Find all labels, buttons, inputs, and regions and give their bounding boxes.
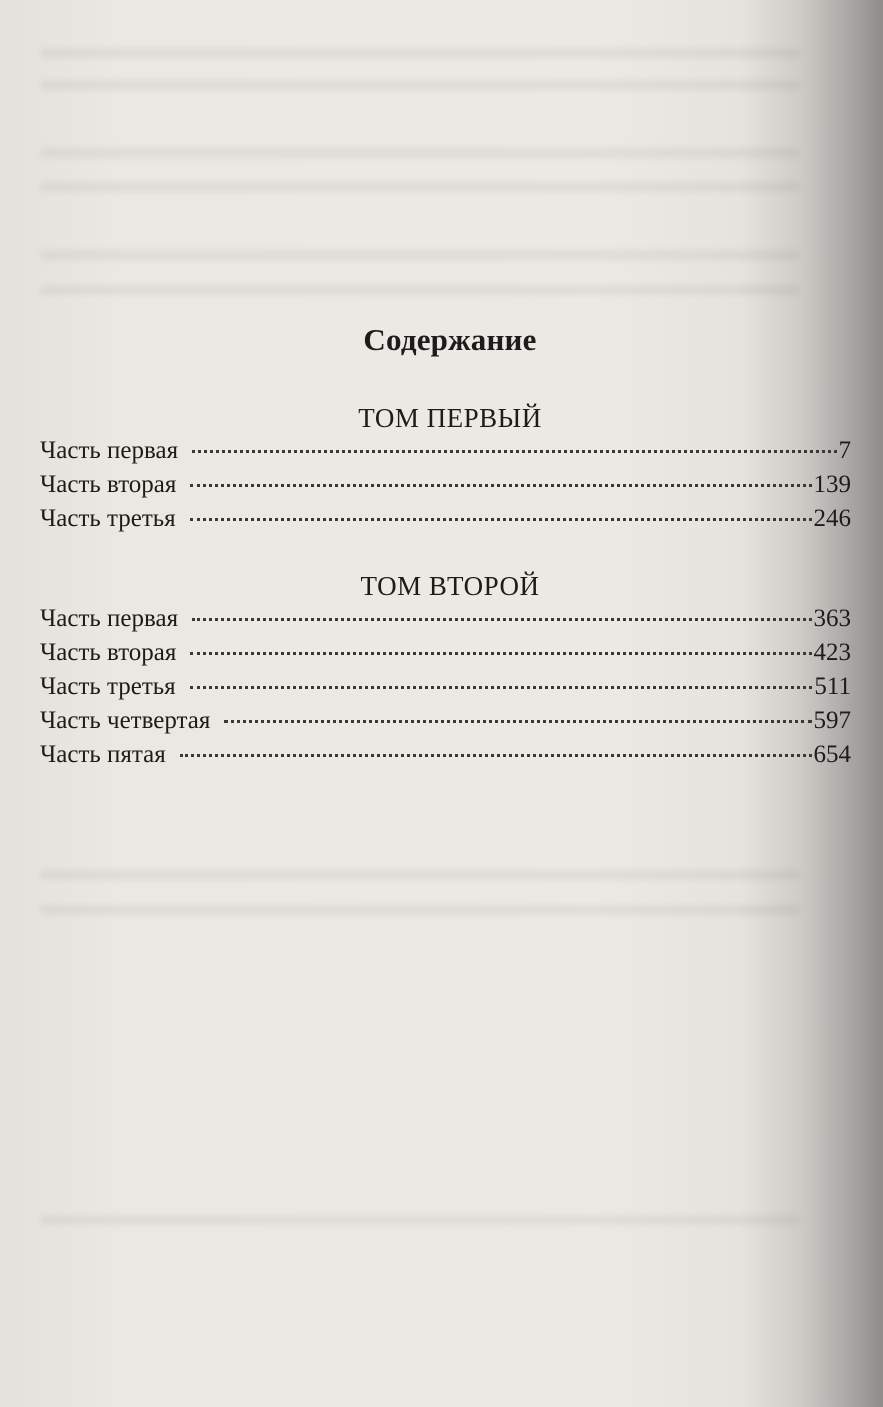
show-through-line: [40, 285, 800, 295]
toc-entry: [40, 673, 851, 707]
volume-heading-1: ТОМ ПЕРВЫЙ: [358, 403, 542, 433]
toc-entry-label: Часть пятая: [40, 741, 166, 768]
toc-entry: [40, 707, 851, 741]
toc-entry-label: Часть первая: [40, 437, 179, 464]
page-title: Содержание: [363, 322, 537, 357]
dot-leader: [190, 652, 811, 655]
dot-leader: [190, 518, 812, 521]
toc-entry-page: 246: [813, 505, 851, 532]
toc-entry-page: 511: [814, 673, 851, 700]
toc-entry: [40, 471, 851, 505]
show-through-line: [40, 250, 800, 260]
toc-entry-label: Часть вторая: [40, 639, 177, 666]
toc-list-volume-1: [40, 437, 851, 539]
dot-leader: [192, 618, 811, 621]
toc-entry-label: Часть первая: [40, 605, 179, 632]
toc-entry-page: 363: [813, 605, 851, 632]
show-through-line: [40, 80, 800, 90]
toc-entry: [40, 605, 851, 639]
toc-list-volume-2: [40, 605, 851, 775]
toc-entry: [40, 741, 851, 775]
show-through-line: [40, 148, 800, 158]
dot-leader: [190, 484, 811, 487]
toc-entry-label: Часть третья: [40, 673, 176, 700]
dot-leader: [224, 720, 811, 723]
toc-entry-page: 654: [813, 741, 851, 768]
dot-leader: [192, 450, 836, 453]
toc-entry-page: 423: [813, 639, 851, 666]
toc-entry-page: 7: [838, 437, 851, 464]
dot-leader: [190, 686, 813, 689]
toc-entry-page: 139: [813, 471, 851, 498]
show-through-line: [40, 1215, 800, 1225]
show-through-line: [40, 182, 800, 192]
toc-entry-page: 597: [813, 707, 851, 734]
toc-entry: [40, 639, 851, 673]
toc-entry-label: Часть вторая: [40, 471, 177, 498]
show-through-line: [40, 870, 800, 880]
toc-entry-label: Часть четвертая: [40, 707, 211, 734]
show-through-line: [40, 48, 800, 58]
dot-leader: [180, 754, 812, 757]
toc-entry: [40, 437, 851, 471]
volume-heading-2: ТОМ ВТОРОЙ: [360, 571, 540, 601]
toc-entry: [40, 505, 851, 539]
show-through-line: [40, 905, 800, 915]
toc-entry-label: Часть третья: [40, 505, 176, 532]
